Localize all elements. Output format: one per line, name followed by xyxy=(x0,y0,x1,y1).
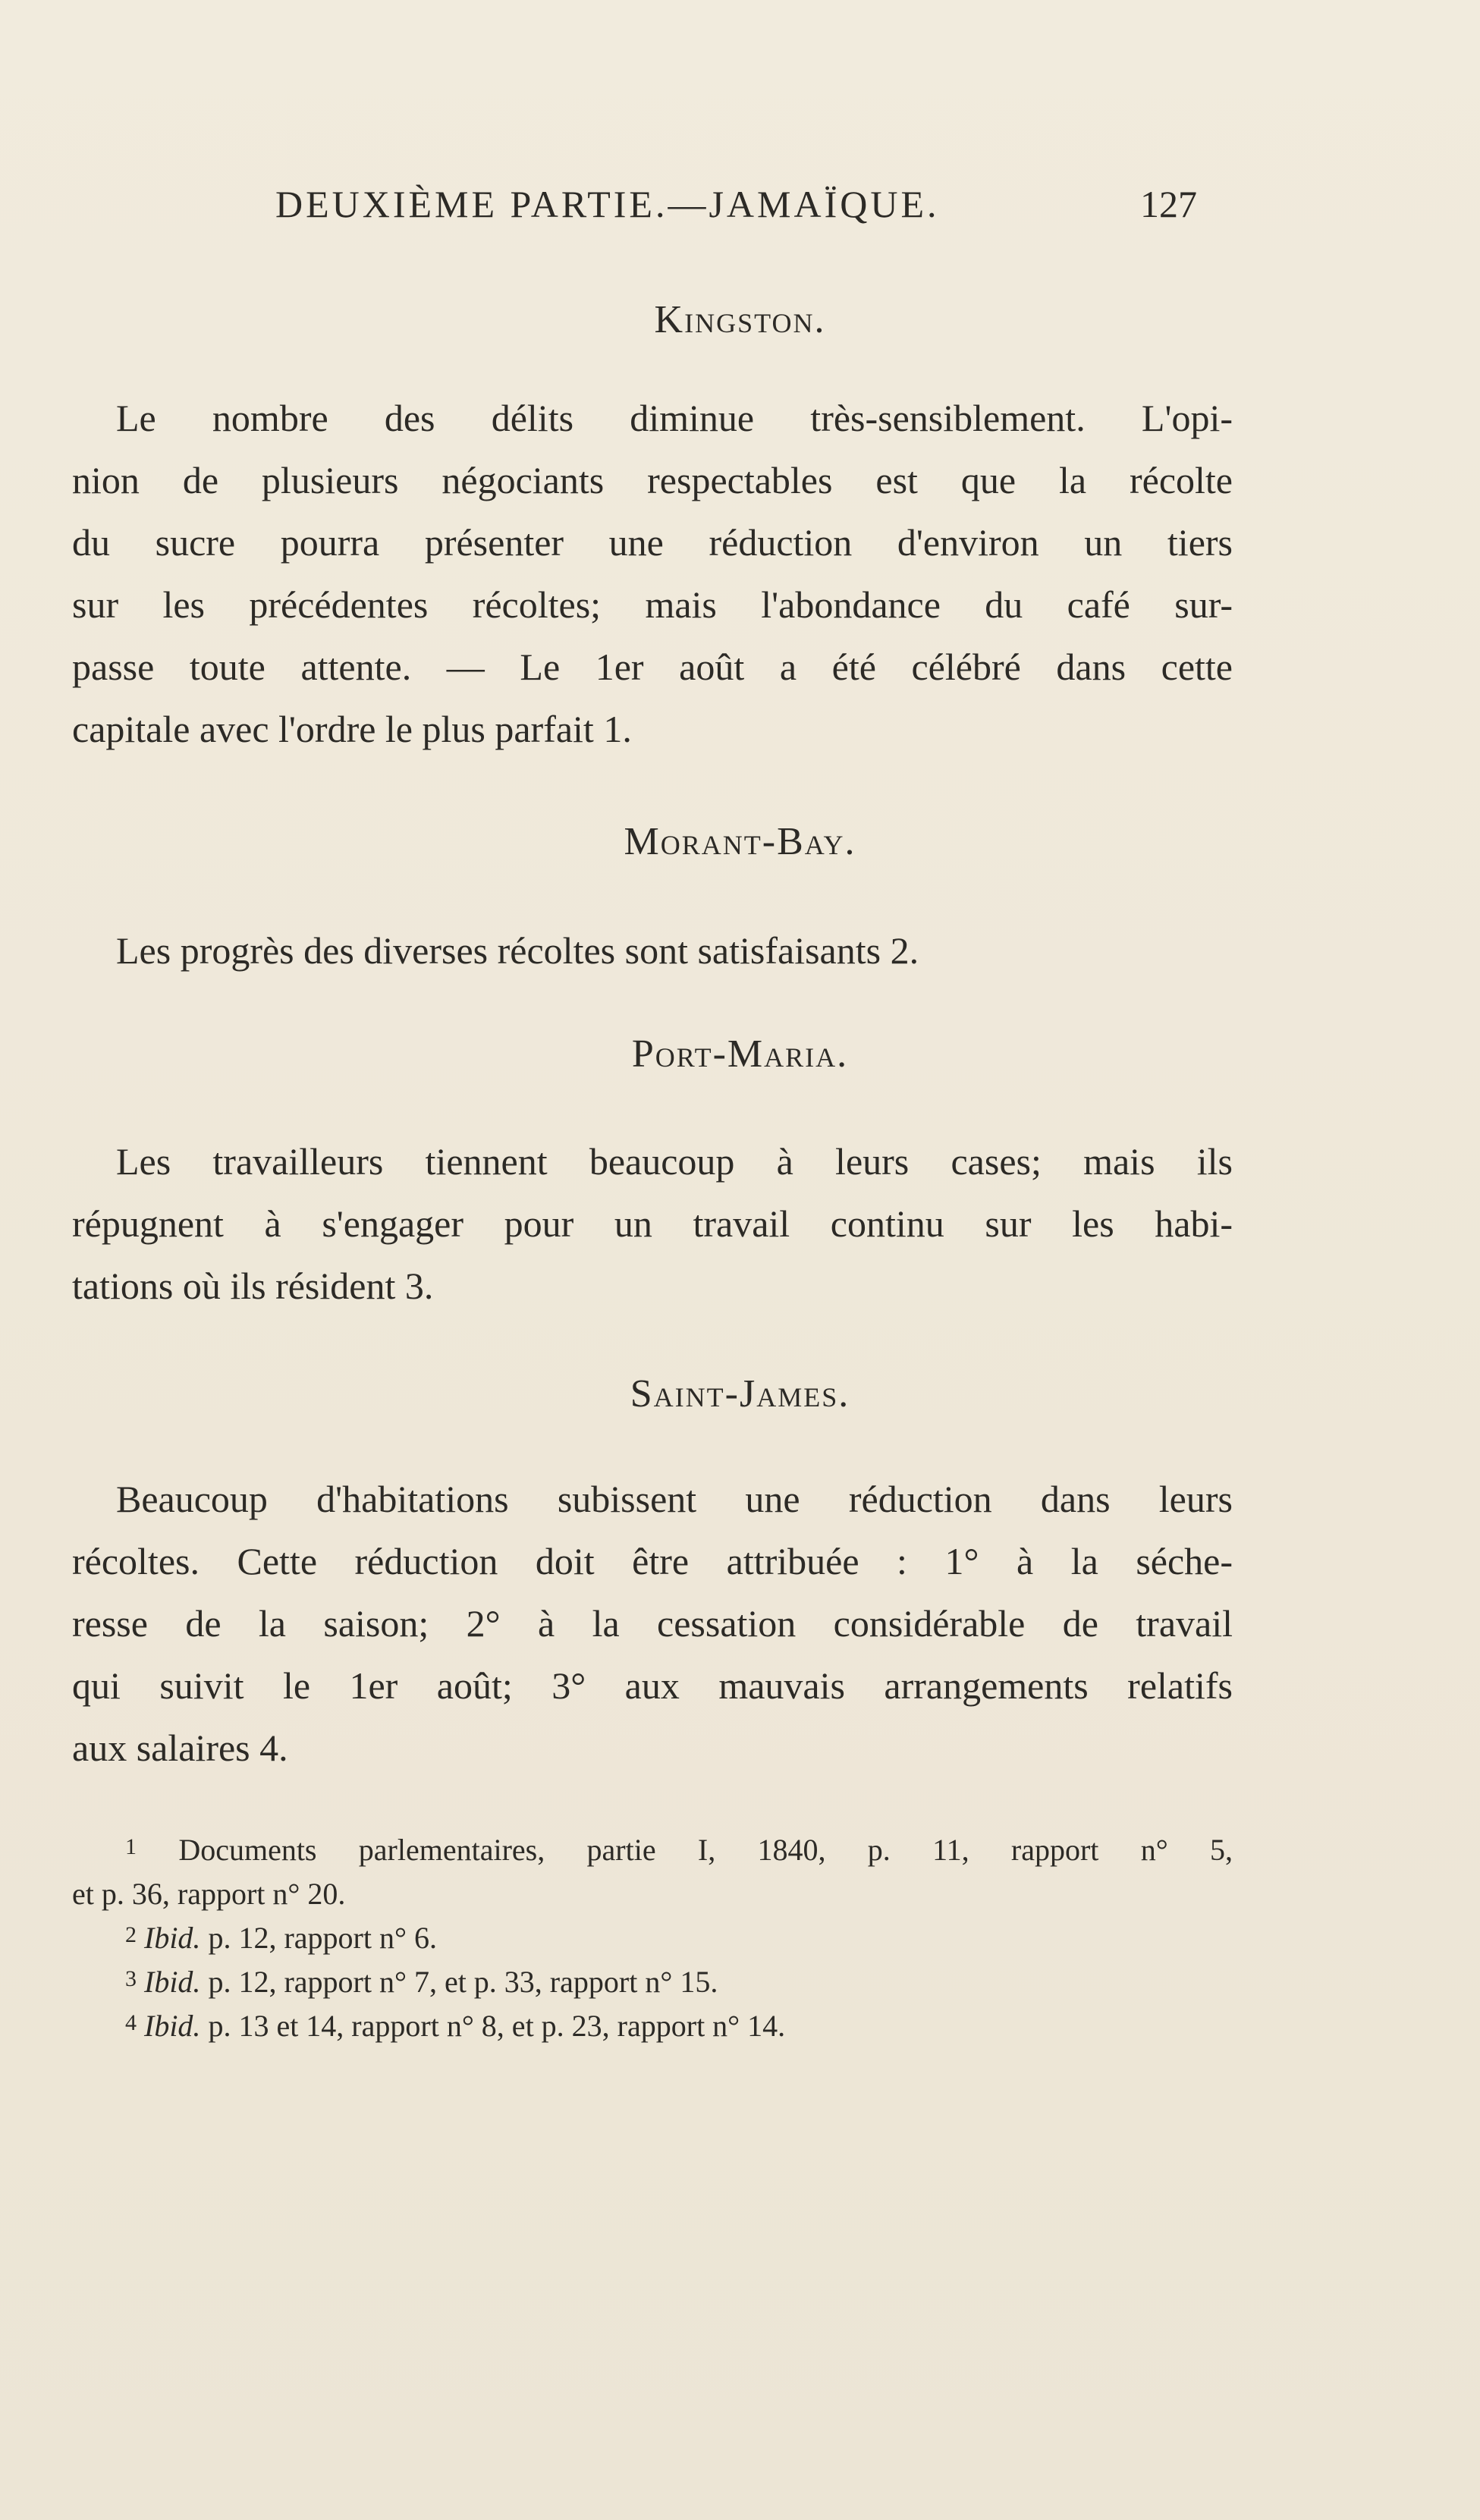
footnote-1-continued: et p. 36, rapport n° 20. xyxy=(72,1877,346,1911)
paragraph-kingston xyxy=(72,387,1233,760)
text-line: Le nombre des délits diminue très-sensiblement. L'opi- xyxy=(116,397,1233,439)
footnote-3: $^3$ Ibid. p. 12, rapport n° 7, et p. 33, rapport n° 15. xyxy=(125,1965,718,1999)
footnotes xyxy=(72,1828,1233,2048)
page-number: 127 xyxy=(1140,183,1197,225)
text-line: nion de plusieurs négociants respectables est que la récolte xyxy=(72,459,1233,501)
text-line: passe toute attente. — Le 1er août a été célébré dans cette xyxy=(72,646,1233,688)
footnote-1: $^1$ Documents parlementaires, partie I, 1840, p. 11, rapport n° 5, xyxy=(125,1833,1233,1867)
text-line: Les progrès des diverses récoltes sont satisfaisants 2. xyxy=(116,929,919,972)
running-title: DEUXIÈME PARTIE.—JAMAÏQUE. xyxy=(275,183,940,225)
paragraph-morant-bay xyxy=(72,919,1233,982)
page-header xyxy=(275,182,1197,235)
footnote-2: $^2$ Ibid. p. 12, rapport n° 6. xyxy=(125,1921,437,1955)
text-line: capitale avec l'ordre le plus parfait 1. xyxy=(72,708,632,750)
text-line: récoltes. Cette réduction doit être attribuée : 1° à la séche- xyxy=(72,1540,1233,1582)
paragraph-port-maria xyxy=(72,1130,1233,1317)
text-line: tations où ils résident 3. xyxy=(72,1265,434,1307)
text-line: du sucre pourra présenter une réduction d'environ un tiers xyxy=(72,521,1233,564)
text-line: Beaucoup d'habitations subissent une réduction dans leurs xyxy=(116,1478,1233,1520)
footnote-4: $^4$ Ibid. p. 13 et 14, rapport n° 8, et p. 23, rapport n° 14. xyxy=(125,2009,786,2043)
text-line: sur les précédentes récoltes; mais l'abondance du café sur- xyxy=(72,583,1233,626)
text-line: répugnent à s'engager pour un travail continu sur les habi- xyxy=(72,1202,1233,1245)
text-line: aux salaires 4. xyxy=(72,1727,288,1769)
text-line: qui suivit le 1er août; 3° aux mauvais arrangements relatifs xyxy=(72,1664,1233,1707)
paragraph-saint-james xyxy=(72,1468,1233,1779)
section-title-kingston: Kingston. xyxy=(654,298,826,341)
section-title-saint-james: Saint-James. xyxy=(630,1372,850,1416)
text-line: resse de la saison; 2° à la cessation considérable de travail xyxy=(72,1602,1233,1645)
section-title-morant-bay: Morant-Bay. xyxy=(624,820,856,863)
section-title-port-maria: Port-Maria. xyxy=(631,1032,849,1076)
text-line: Les travailleurs tiennent beaucoup à leurs cases; mais ils xyxy=(116,1140,1233,1183)
